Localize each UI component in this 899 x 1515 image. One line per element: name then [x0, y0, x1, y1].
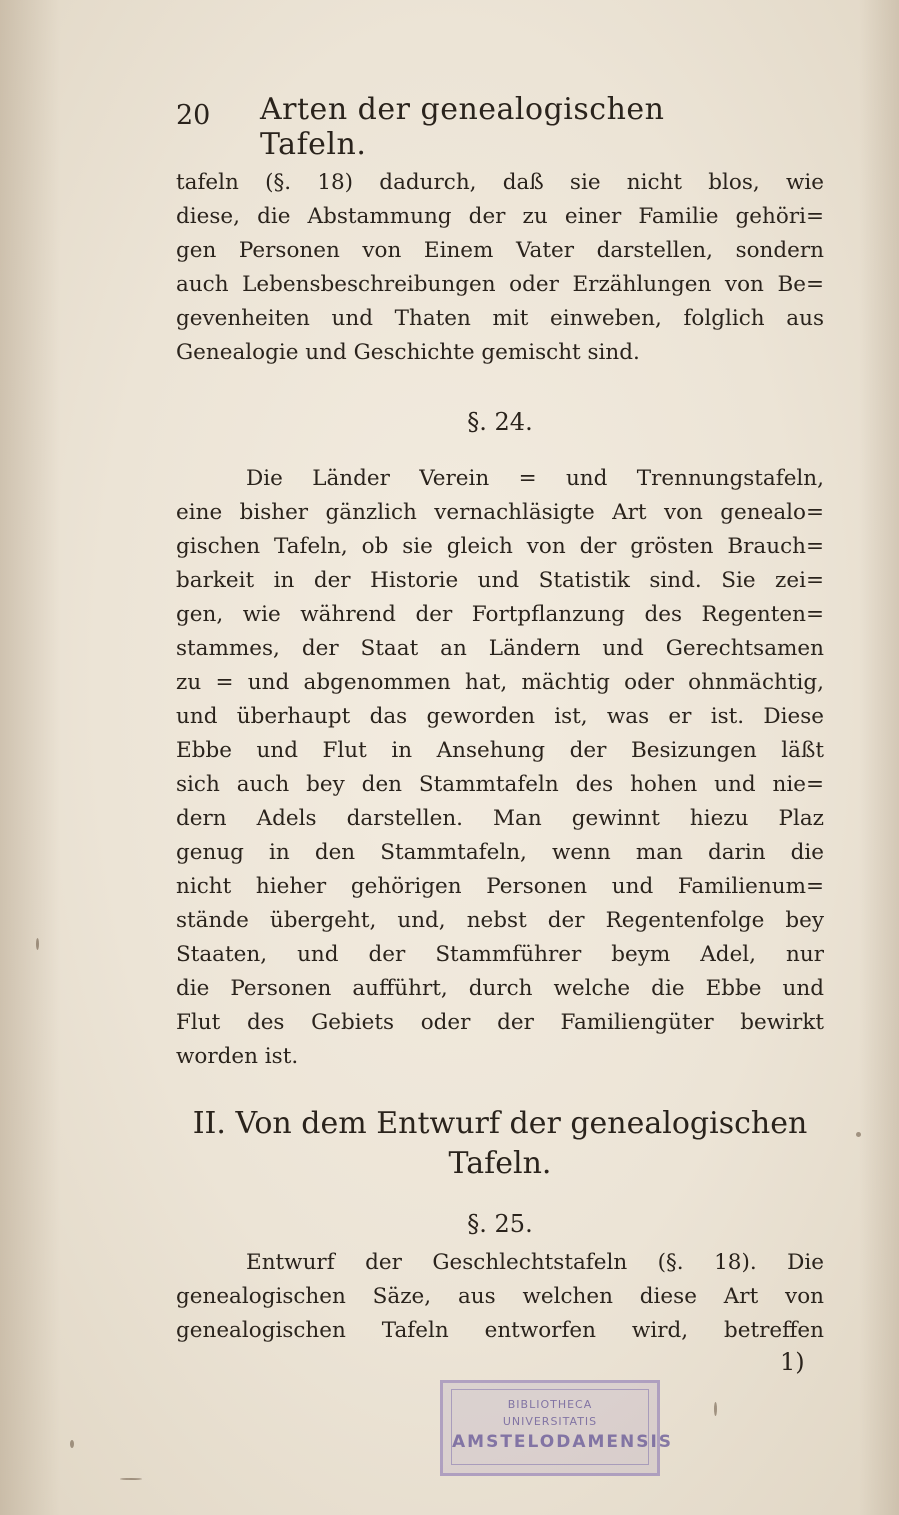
text-line: zu = und abgenommen hat, mächtig oder ohnmächtig,	[176, 670, 824, 695]
text-line: diese, die Abstammung der zu einer Familie gehöri=	[176, 204, 824, 229]
paper-fleck	[856, 1132, 861, 1137]
text-line: die Personen aufführt, durch welche die Ebbe und	[176, 976, 824, 1001]
edge-shadow	[859, 0, 899, 1515]
text-line: stammes, der Staat an Ländern und Gerechtsamen	[176, 636, 824, 661]
section-24-heading: §. 24.	[467, 408, 533, 436]
text-line: Entwurf der Geschlechtstafeln (§. 18). Die	[246, 1250, 824, 1275]
chapter-heading-line-2: Tafeln.	[448, 1146, 552, 1181]
page-number: 20	[176, 100, 211, 131]
chapter-heading	[176, 1104, 824, 1184]
paper-fleck	[70, 1440, 74, 1448]
text-line: genealogischen Tafeln entworfen wird, betreffen	[176, 1318, 824, 1343]
stamp-text: UNIVERSITATIS	[502, 1415, 598, 1428]
text-line: sich auch bey den Stammtafeln des hohen und nie=	[176, 772, 824, 797]
text-line: und überhaupt das geworden ist, was er ist. Diese	[176, 704, 824, 729]
text-line: tafeln (§. 18) dadurch, daß sie nicht blos, wie	[176, 170, 824, 195]
text-line: stände übergeht, und, nebst der Regentenfolge bey	[176, 908, 824, 933]
text-line: Staaten, und der Stammführer beym Adel, nur	[176, 942, 824, 967]
library-stamp	[440, 1380, 674, 1476]
text-line: genealogischen Säze, aus welchen diese Art von	[176, 1284, 824, 1309]
text-line: Flut des Gebiets oder der Familiengüter bewirkt	[176, 1010, 824, 1035]
gutter-shadow	[0, 0, 60, 1515]
paragraph-3	[176, 1246, 824, 1348]
text-line: dern Adels darstellen. Man gewinnt hiezu Plaz	[176, 806, 824, 831]
text-line: gen Personen von Einem Vater darstellen, sondern	[176, 238, 824, 263]
text-line: gen, wie während der Fortpflanzung des Regenten=	[176, 602, 824, 627]
text-line: gevenheiten und Thaten mit einweben, folglich aus	[176, 306, 824, 331]
chapter-heading-line-1: II. Von dem Entwurf der genealogischen	[192, 1106, 808, 1141]
paper-fleck	[714, 1402, 717, 1416]
text-line: gischen Tafeln, ob sie gleich von der grösten Brauch=	[176, 534, 824, 559]
text-line: auch Lebensbeschreibungen oder Erzählungen von Be=	[176, 272, 824, 297]
text-line: Ebbe und Flut in Ansehung der Besizungen läßt	[176, 738, 824, 763]
paper-fleck	[36, 938, 39, 950]
paragraph-1	[176, 166, 824, 370]
text-line: nicht hieher gehörigen Personen und Familienum=	[176, 874, 824, 899]
page-header	[176, 92, 756, 162]
text-line: Die Länder Verein = und Trennungstafeln,	[246, 466, 824, 491]
running-title: Arten der genealogischen Tafeln.	[260, 92, 665, 162]
stamp-text: AMSTELODAMENSIS	[452, 1432, 674, 1452]
text-line: Genealogie und Geschichte gemischt sind.	[176, 340, 640, 365]
text-line: genug in den Stammtafeln, wenn man darin die	[176, 840, 824, 865]
paragraph-2	[176, 462, 824, 1074]
text-line: worden ist.	[176, 1044, 299, 1069]
stamp-text: BIBLIOTHECA	[507, 1398, 593, 1411]
catchword: 1)	[780, 1348, 805, 1376]
text-line: eine bisher gänzlich vernachläsigte Art von genealo=	[176, 500, 824, 525]
text-line: barkeit in der Historie und Statistik sind. Sie zei=	[176, 568, 824, 593]
section-25-heading: §. 25.	[467, 1210, 533, 1238]
paper-fleck	[120, 1478, 142, 1480]
